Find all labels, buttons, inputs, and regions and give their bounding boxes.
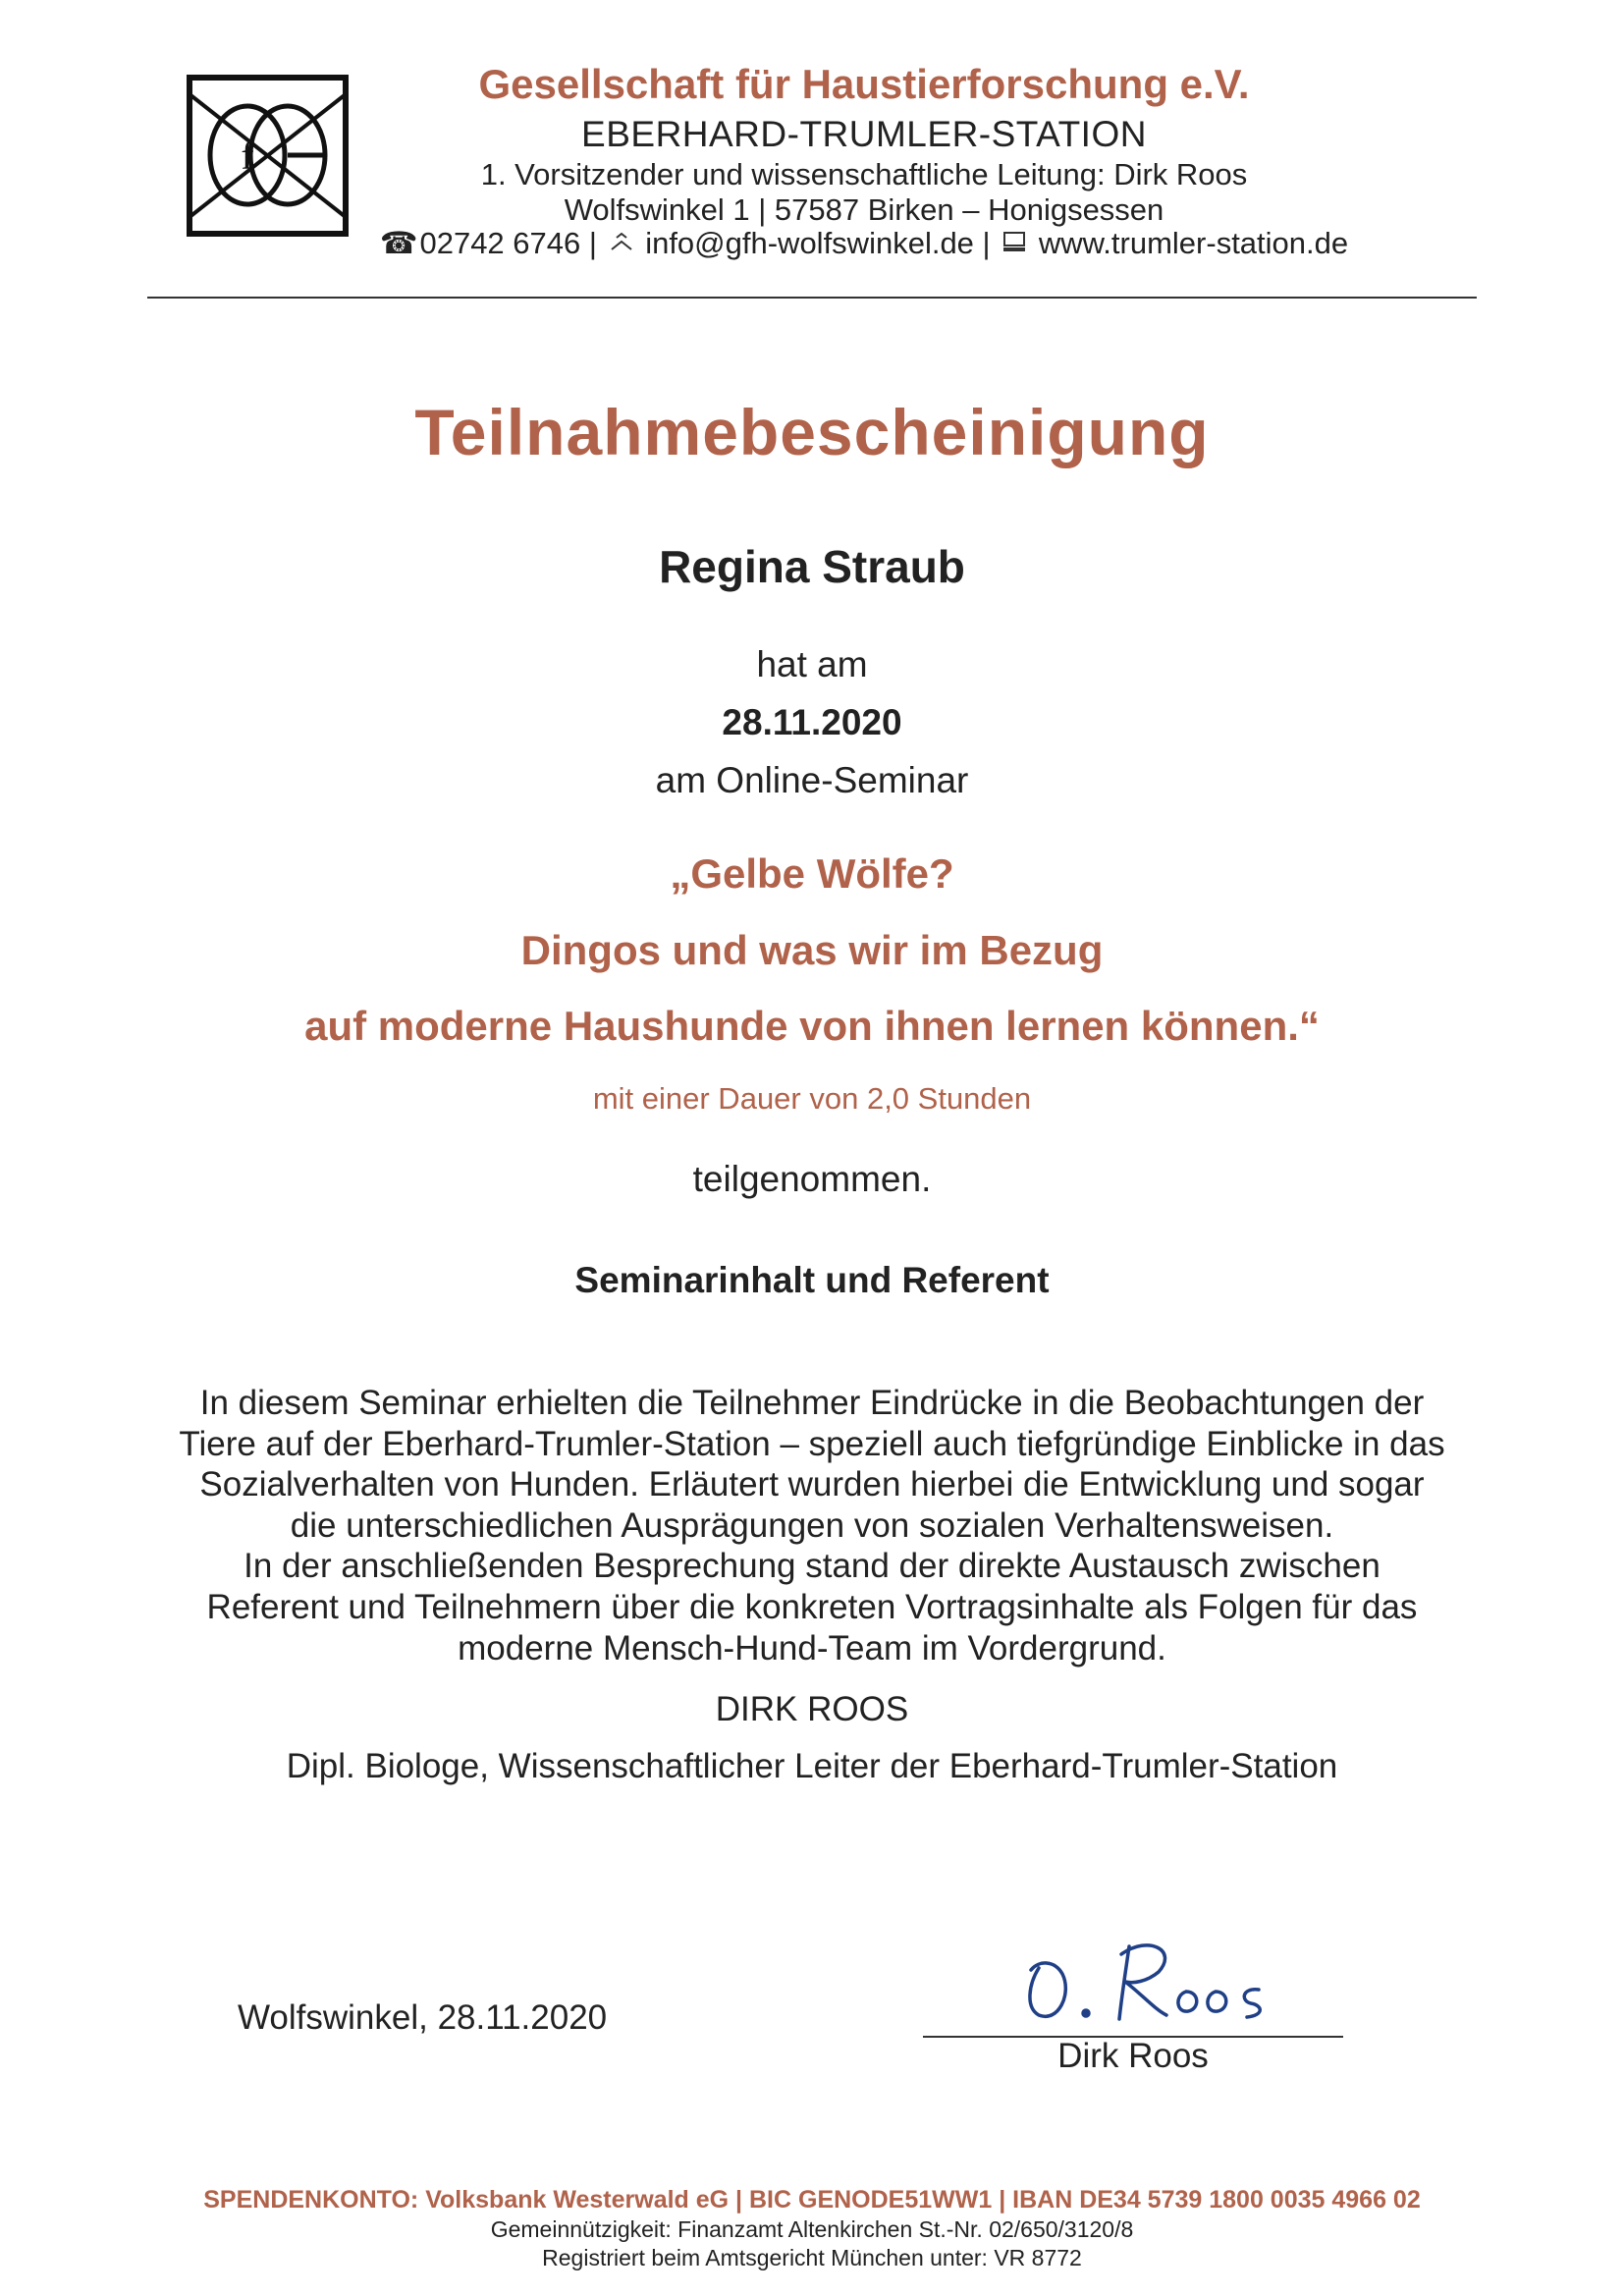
description-line: Tiere auf der Eberhard-Trumler-Station – speziell auch tiefgründige Einblicke in das [179, 1425, 1445, 1463]
seminar-title-line: auf moderne Haushunde von ihnen lernen können.“ [304, 1003, 1320, 1049]
seminar-duration: mit einer Dauer von 2,0 Stunden [592, 1081, 1032, 1116]
email-link[interactable]: info@gfh-wolfswinkel.de [645, 226, 974, 260]
participated-text: teilgenommen. [692, 1159, 932, 1199]
header-divider [147, 297, 1477, 299]
seminar-date: 28.11.2020 [722, 702, 902, 742]
description-line: Referent und Teilnehmern über die konkreten Vortragsinhalte als Folgen für das [206, 1588, 1418, 1626]
seminar-title-line: „Gelbe Wölfe? [670, 850, 954, 897]
footer-register-info: Registriert beim Amtsgericht München unter: VR 8772 [542, 2245, 1082, 2270]
organization-name: Gesellschaft für Haustierforschung e.V. [478, 61, 1250, 107]
mail-icon [606, 226, 637, 261]
station-name: EBERHARD-TRUMLER-STATION [581, 114, 1147, 154]
website-link[interactable]: www.trumler-station.de [1038, 226, 1349, 260]
footer-tax-info: Gemeinnützigkeit: Finanzamt Altenkirchen St.-Nr. 02/650/3120/8 [490, 2216, 1134, 2242]
seminar-title-line: Dingos und was wir im Bezug [520, 927, 1104, 973]
referent-title: Dipl. Biologe, Wissenschaftlicher Leiter der Eberhard-Trumler-Station [286, 1747, 1338, 1785]
description-line: Sozialverhalten von Hunden. Erläutert wurden hierbei die Entwicklung und sogar [199, 1465, 1425, 1503]
online-seminar-text: am Online-Seminar [655, 760, 969, 800]
svg-text:f: f [241, 134, 254, 178]
footer-bank-details: SPENDENKONTO: Volksbank Westerwald eG | BIC GENODE51WW1 | IBAN DE34 5739 1800 0035 4966 02 [203, 2186, 1421, 2214]
handwritten-signature [1011, 1925, 1286, 2033]
signer-name: Dirk Roos [1057, 2037, 1209, 2075]
description-line: In diesem Seminar erhielten die Teilnehmer Eindrücke in die Beobachtungen der [199, 1384, 1425, 1422]
description-line: moderne Mensch-Hund-Team im Vordergrund. [458, 1629, 1166, 1667]
participant-name: Regina Straub [659, 541, 965, 592]
computer-icon [999, 226, 1030, 261]
referent-name: DIRK ROOS [715, 1690, 909, 1728]
separator: | [982, 226, 991, 260]
phone-number[interactable]: 02742 6746 [419, 226, 581, 260]
hat-am-text: hat am [756, 644, 868, 684]
description-line: In der anschließenden Besprechung stand der direkte Austausch zwischen [244, 1547, 1380, 1585]
contact-line [324, 226, 1404, 261]
phone-icon: ☎ [379, 226, 418, 260]
document-title: Teilnahmebescheinigung [414, 396, 1210, 468]
description-line: die unterschiedlichen Ausprägungen von sozialen Verhaltensweisen. [290, 1506, 1334, 1545]
section-heading: Seminarinhalt und Referent [574, 1260, 1050, 1300]
leader-line: 1. Vorsitzender und wissenschaftliche Leitung: Dirk Roos [480, 157, 1248, 191]
address-line: Wolfswinkel 1 | 57587 Birken – Honigsessen [564, 192, 1164, 227]
separator: | [588, 226, 597, 260]
place-and-date: Wolfswinkel, 28.11.2020 [238, 1998, 608, 2037]
